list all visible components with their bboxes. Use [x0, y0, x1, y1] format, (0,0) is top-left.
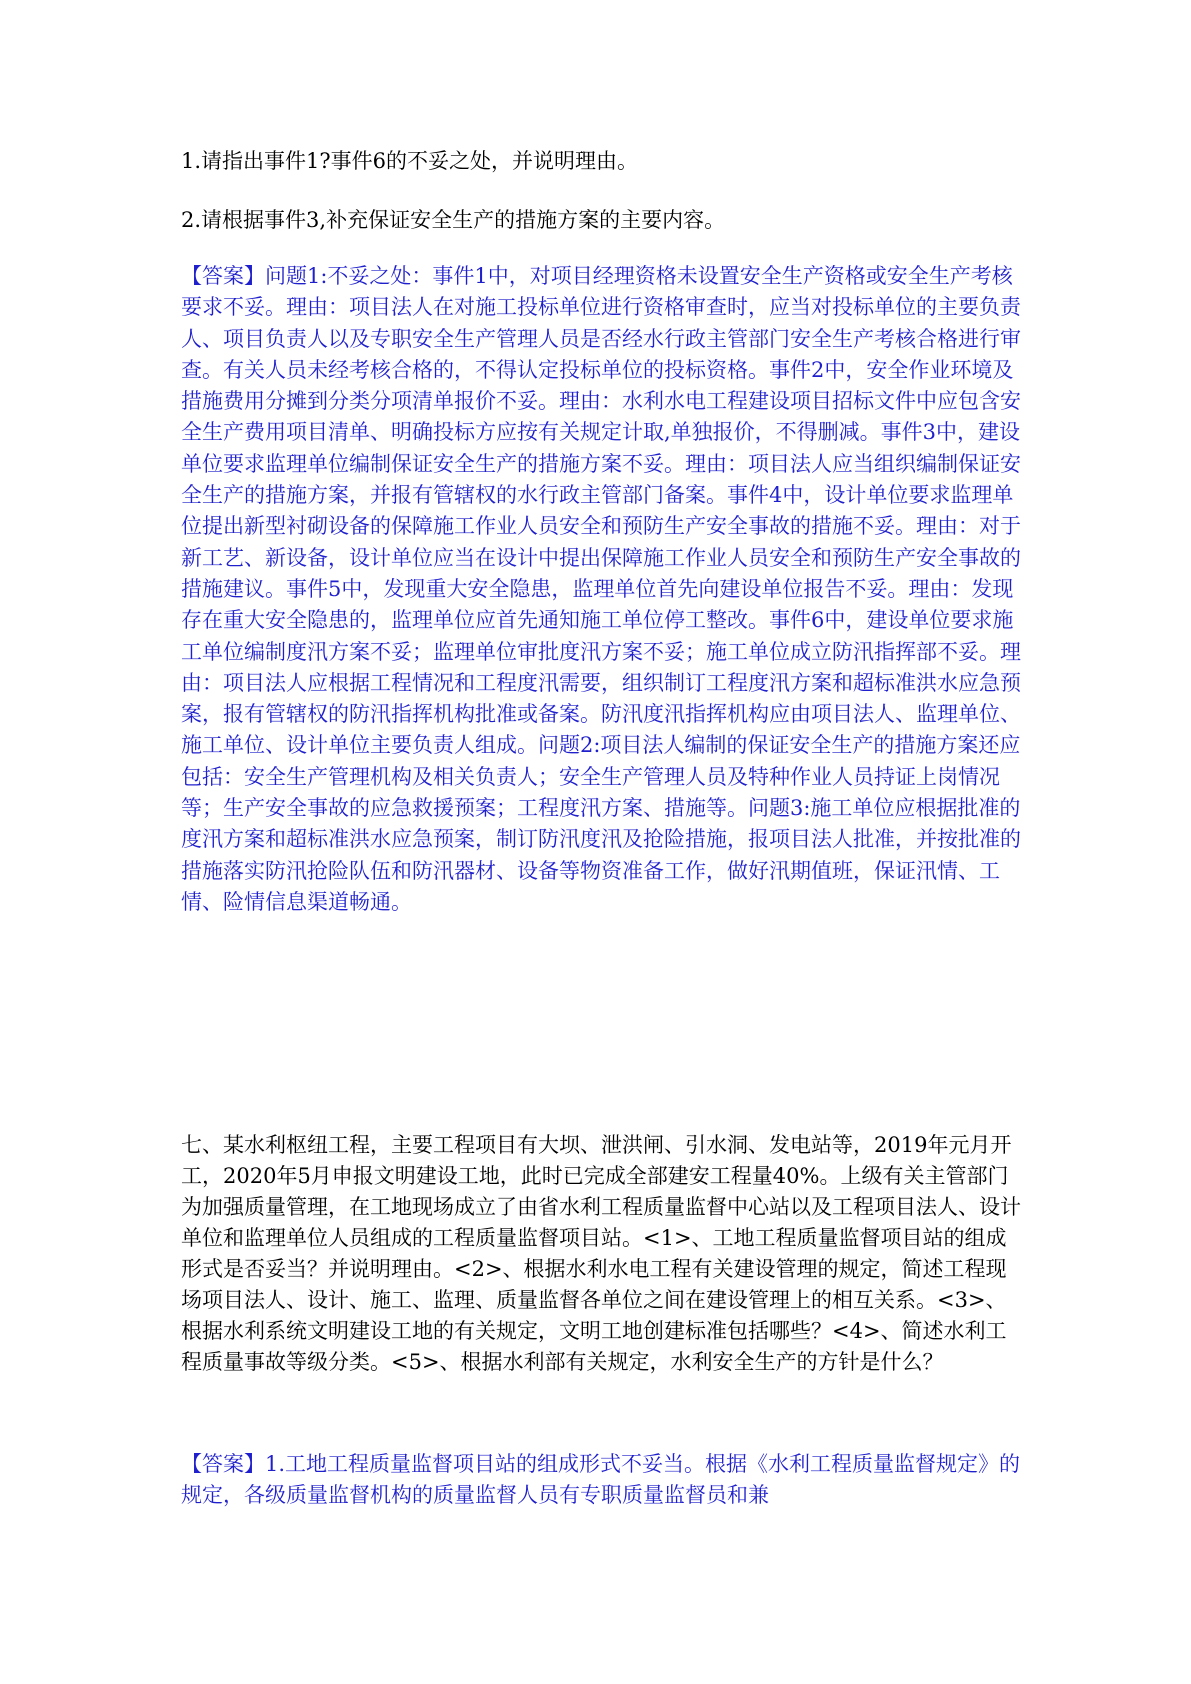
answer-block-1	[181, 261, 1021, 918]
answer-tag: 【答案】	[181, 1452, 265, 1476]
question-1: 1.请指出事件1?事件6的不妥之处，并说明理由。	[181, 149, 639, 173]
answer-block-7	[181, 1449, 1021, 1511]
answer-tag: 【答案】	[181, 264, 265, 288]
answer-text: 1.工地工程质量监督项目站的组成形式不妥当。根据《水利工程质量监督规定》的规定，各级质量监督机构的质量监督人员有专职质量监督员和兼	[181, 1452, 1021, 1507]
question-2: 2.请根据事件3,补充保证安全生产的措施方案的主要内容。	[181, 208, 726, 232]
section-7-question: 七、某水利枢纽工程，主要工程项目有大坝、泄洪闸、引水洞、发电站等，2019年元月开工，2020年5月申报文明建设工地，此时已完成全部建安工程量40%。上级有关主管部门为加强质量管理，在工地现场成立了由省水利工程质量监督中心站以及工程项目法人、设计单位和监理单位人员组成的工程质量监督项目站。<1>、工地工程质量监督项目站的组成形式是否妥当？并说明理由。<2>、根据水利水电工程有关建设管理的规定，简述工程现场项目法人、设计、施工、监理、质量监督各单位之间在建设管理上的相互关系。<3>、根据水利系统文明建设工地的有关规定，文明工地创建标准包括哪些？<4>、简述水利工程质量事故等级分类。<5>、根据水利部有关规定，水利安全生产的方针是什么？	[181, 1133, 1021, 1374]
answer-text: 问题1:不妥之处：事件1中，对项目经理资格未设置安全生产资格或安全生产考核要求不妥。理由：项目法人在对施工投标单位进行资格审查时，应当对投标单位的主要负责人、项目负责人以及专职安全生产管理人员是否经水行政主管部门安全生产考核合格进行审查。有关人员未经考核合格的，不得认定投标单位的投标资格。事件2中，安全作业环境及措施费用分摊到分类分项清单报价不妥。理由：水利水电工程建设项目招标文件中应包含安全生产费用项目清单、明确投标方应按有关规定计取,单独报价，不得删减。事件3中，建设单位要求监理单位编制保证安全生产的措施方案不妥。理由：项目法人应当组织编制保证安全生产的措施方案，并报有管辖权的水行政主管部门备案。事件4中，设计单位要求监理单位提出新型衬砌设备的保障施工作业人员安全和预防生产安全事故的措施不妥。理由：对于新工艺、新设备，设计单位应当在设计中提出保障施工作业人员安全和预防生产安全事故的措施建议。事件5中，发现重大安全隐患，监理单位首先向建设单位报告不妥。理由：发现存在重大安全隐患的，监理单位应首先通知施工单位停工整改。事件6中，建设单位要求施工单位编制度汛方案不妥；监理单位审批度汛方案不妥；施工单位成立防汛指挥部不妥。理由：项目法人应根据工程情况和工程度汛需要，组织制订工程度汛方案和超标准洪水应急预案，报有管辖权的防汛指挥机构批准或备案。防汛度汛指挥机构应由项目法人、监理单位、施工单位、设计单位主要负责人组成。问题2:项目法人编制的保证安全生产的措施方案还应包括：安全生产管理机构及相关负责人；安全生产管理人员及特种作业人员持证上岗情况等；生产安全事故的应急救援预案；工程度汛方案、措施等。问题3:施工单位应根据批准的度汛方案和超标准洪水应急预案，制订防汛度汛及抢险措施，报项目法人批准，并按批准的措施落实防汛抢险队伍和防汛器材、设备等物资准备工作，做好汛期值班，保证汛情、工情、险情信息渠道畅通。	[181, 264, 1021, 914]
